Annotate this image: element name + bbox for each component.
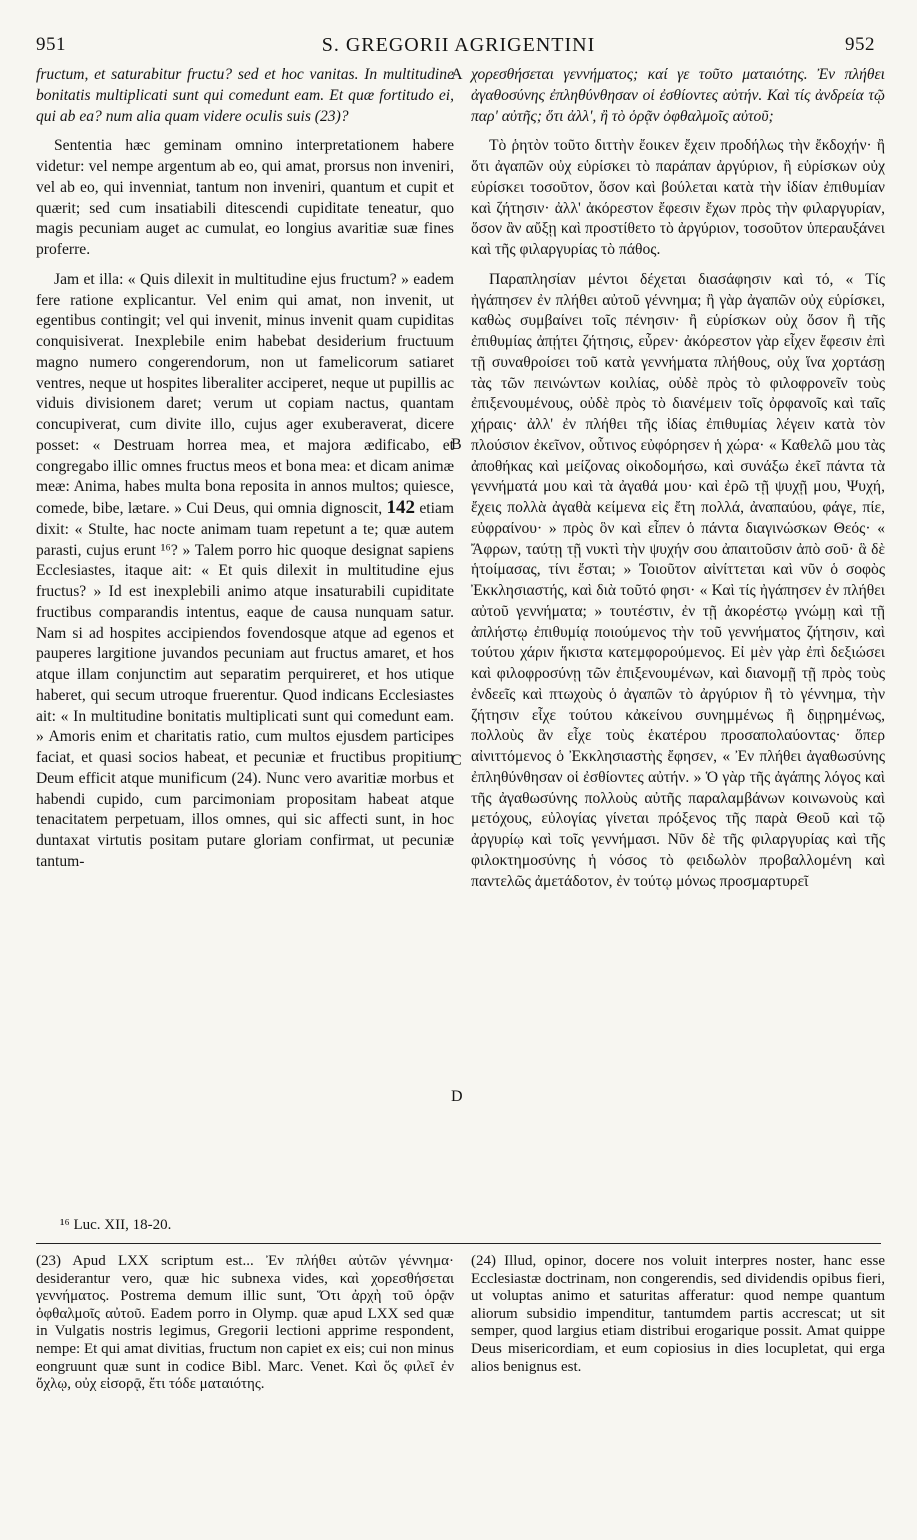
margin-marker-a: A [451,66,463,83]
margin-marker-c: C [451,752,462,769]
latin-intro: fructum, et saturabitur fructu? sed et hoc vanitas. In multitudine bonitatis multiplicati sunt qui comedunt eam. Et quæ fortitudo ei, qui ab ea? num alia quam videre oculis suis (23)? [36,66,454,125]
page-marker: 142 [386,497,416,518]
greek-paragraph-1: Τὸ ῥητὸν τοῦτο διττὴν ἔοικεν ἔχειν προδήλως τὴν ἔκδοχήν· ἢ ὅτι ἀγαπῶν οὐχ εὑρίσκει τὸ παράπαν ἀργύριον, ἢ εὑρίσκων οὐχ εὑρίσκει τοσοῦτον, ὅσον καὶ βούλεται κατὰ τὴν ἰδίαν ἐπιθυμίαν καὶ ζήτησιν· ἀλλ' ἀκόρεστον ἔφεσιν ἔχων πρὸς τὴν φιλαργυρίαν, ὅσον ἂν αὔξῃ καὶ προστίθετο τὸ ἀργύριον, τοσοῦτον ὑπεραυξάνει καὶ τῆς φιλαργυρίας τὸ πάθος. [471,137,885,258]
greek-paragraph-2: Παραπλησίαν μέντοι δέχεται διασάφησιν καὶ τό, « Τίς ἠγάπησεν ἐν πλήθει αὐτοῦ γέννημα; ἢ γὰρ ἀγαπῶν οὐχ εὑρίσκει, καθὼς συμβαίνει τοῖς πένησιν· ἢ εὑρίσκων οὐχ ὅσον ἢ τῆς ἐπιθυμίας ἀπῄτει ζήτησις, εὗρεν· ἀκόρεστον γὰρ εἶχεν ἔφεσιν ἐπὶ τῇ συναθροίσει τοῦ κατὰ γεννήματα πλήθους, οὐχ ἵνα χορτάσῃ τὰς τῶν πεινώντων κοιλίας, οὐδὲ πρὸς τὸ φιλοφρονεῖν τοὺς ἐπιξενουμένους, οὐδὲ πρὸς τὸ διανέμειν τοῖς ὀρφανοῖς καὶ ταῖς χήραις· ἀλλ' ἐν πλήθει τῆς ἰδίας ἐπιθυμίας λέγειν κατὰ τὸν πλούσιον ἐκεῖνον, οὗτινος εὐφόρησεν ἡ χώρα· « Καθελῶ μου τὰς ἀποθήκας καὶ μείζονας οἰκοδομήσω, καὶ συνάξω ἐκεῖ πάντα τὰ γεννήματά μου καὶ τὰ ἀγαθά μου· καὶ ἐρῶ τῇ ψυχῇ μου, Ψυχή, ἔχεις πολλὰ ἀγαθὰ κείμενα εἰς ἔτη πολλά, ἀναπαύου, φάγε, πίε, εὐφραίνου· » πρὸς ὃν καὶ εἶπεν ὁ πάντα διαγινώσκων Θεός· « Ἄφρων, ταύτῃ τῇ νυκτὶ τὴν ψυχήν σου ἀπαιτοῦσιν ἀπὸ σοῦ· ἃ δὲ ἡτοίμασας, τίνι ἔσται; » Τοιοῦτον αἰνίττεται καὶ νῦν ὁ σοφὸς Ἐκκλησιαστής, καὶ διὰ τοῦτό φησι· « Καὶ τίς ἠγάπησεν ἐν πλήθει αὐτοῦ γεννήματα; » τουτέστιν, ἐν τῇ ἀκορέστῳ γνώμῃ καὶ τῇ ἀπλήστῳ ἐπιθυμίᾳ ποιούμενος τὴν τοῦ γεννήματος ζήτησιν, καὶ τούτου χάριν ἥκιστα κατεμφορούμενος. Εἰ μὲν γὰρ ἐπὶ δεξιώσει καὶ φιλοφροσύνῃ τῶν ἐπιξενουμένων, καὶ διανομῇ τῇ πρὸς τοὺς ἐνδεεῖς καὶ πτωχοὺς ὁ ἀγαπῶν τὸ ἀργύριον ἢ τὸ γέννημα, τὴν ζήτησιν εἶχε τούτου κἀκείνου συνημμένως ἢ διῃρημένως, πολλοὺς ἂν εἶχε τοὺς ἑκατέρου προσαπολαύοντας· ὅπερ αἰνιττόμενος ὁ Ἐκκλησιαστὴς ἔφησεν, « Ἐν πλήθει ἀγαθωσύνης ἐπληθύνθησαν οἱ ἐσθίοντες αὐτήν. » Ὁ γὰρ τῆς ἀγάπης λόγος καὶ τῆς ἀγαθωσύνης πολλοὺς αὐτῆς παραλαμβάνων κοινωνοὺς καὶ μετόχους, εὐλογίας γίνεται πρόξενος τῆς παρὰ Θεοῦ καὶ τῷ ἀργυρίῳ καὶ τοῖς γεννήμασι. Νῦν δὲ τῆς φιλαργυρίας καὶ τῆς φιλοκτημοσύνης ἡ νόσος τὸ φειδωλὸν προβαλλομένη καὶ παντελῶς ἀμετάδοτον, ἐν τούτῳ μόνως προσμαρτυρεῖ [471,270,885,890]
page-number-right: 952 [845,34,875,55]
latin-paragraph-2 [36,270,454,873]
latin-paragraph-2-cont: etiam dixit: « Stulte, hac nocte animam tuam repetunt a te; quæ autem parasti, cujus erunt ¹⁶? » Talem porro hic quoque designat sapiens Ecclesiastes, itaque ait: « Et quis dilexit in multitudine ejus fructus? » Id est inexplebili animo atque insaturabili cupiditate fructibus comparandis intentus, eaque de causa nunquam satur. Nam si ad hospites accipiendos fovendosque atque ad egenos et pauperes largitione juvandos pecuniam aut fructus amaret, et hos atque illam conjunctim aut separatim perquireret, et hos utique haberet, qui secum utroque fruerentur. Quod indicans Ecclesiastes ait: « In multitudine bonitatis multiplicati sunt qui comedunt eam. » Amoris enim et charitatis ratio, cum multos ejusdem participes faciat, et quasi socios habeat, et pecuniæ et fructibus propitium Deum efficit atque munificum (24). Nunc vero avaritiæ morbus et habendi cupido, cum parcimoniam propositam habeat atque tenacitatem perpetuam, illos omnes, qui sic affecti sunt, in hoc duntaxat virtutis positam putare gloriam confirmat, ut pecuniæ tantum- [36,500,455,870]
latin-paragraph-1: Sententia hæc geminam omnino interpretationem habere videtur: vel nempe argentum ab eo, qui amat, prorsus non inveniri, vel ab eo, qui invenniat, tantum non inveniri, quantum et cupit et quærit; sed cum insatiabili ditescendi cupiditate teneatur, quo magis pecuniam auget ac cumulat, eo longius avaritiæ suæ fines proferre. [36,137,454,258]
margin-marker-d: D [451,1088,463,1105]
latin-paragraph-2-text: Jam et illa: « Quis dilexit in multitudine ejus fructum? » eadem fere ratione explicantur. Vel enim qui amat, non invenit, ut egentibus contingit; vel qui invenit, minus invenit quam cupiditas conquisiverat. Inexplebile enim habebat desiderium fructuum magno numero congerendorum, non ut famelicorum satiaret ventres, neque ut hospites liberaliter acciperet, neque ut pupillis ac viduis divisionem daret; verum ut copiam nactus, quantam concupiverat, cum divite illo, cujus ager exuberaverat, dicere posset: « Destruam horrea mea, et majora ædificabo, et congregabo illic omnes fructus meos et bona mea: et dicam animæ meæ: Anima, habes multa bona reposita in annos multos; quiesce, comede, bibe, lætare. » Cui Deus, qui omnia dignoscit, [36,270,454,517]
note-23: (23) Apud LXX scriptum est... Ἐν πλήθει αὐτῶν γέννημα· desiderantur vero, quæ hic subnexa vides, καὶ χορεσθήσεται γεννήματος. Postrema demum illic sunt, Ὅτι ἀρχὴ τοῦ ὁρᾷν ὀφθαλμοῖς αὐτοῦ. Eadem porro in Olymp. quæ apud LXX sed quæ in Vulgatis nostris legimus, Gregorii lectioni apprime respondent, nempe: Et qui amat divitias, fructum non capiet ex eis; cui non minus eongruunt quæ sunt in codice Bibl. Marc. Venet. Καὶ ὅς φιλεῖ ἐν ὄχλῳ, οὐχ εἰσορᾷ, ἔτι τόδε ματαιότης. [36,1253,454,1393]
greek-intro: χορεσθήσεται γεννήματος; καί γε τοῦτο ματαιότης. Ἐν πλήθει ἀγαθοσύνης ἐπληθύνθησαν οἱ ἐσθίοντες αὐτήν. Καὶ τίς ἀνδρεία τῷ παρ' αὐτῆς; ὅτι ἀλλ', ἢ τὸ ὁρᾷν ὀφθαλμοῖς αὐτοῦ; [471,66,885,125]
latin-column [36,65,454,873]
notes-divider [36,1243,881,1244]
margin-marker-b: B [451,436,462,453]
running-title: S. GREGORII AGRIGENTINI [321,34,596,56]
footnote-16: ¹⁶ Luc. XII, 18-20. [60,1217,172,1233]
page-number-left: 951 [36,34,66,55]
note-24: (24) Illud, opinor, docere nos voluit interpres noster, hanc esse Ecclesiastæ doctrinam, non congerendis, sed dividendis opibus fieri, ut voluptas animo et saturitas afferatur: quod nempe quantum aliorum subsidio impenditur, tantumdem partis accrescat; ut sit semper, quod largius etiam distribui erogarique possit. Amat quippe Deus misericordiam, et eum copiosius in dies locupletat, qui erga alios benignus est. [471,1253,885,1375]
greek-column [471,65,885,892]
